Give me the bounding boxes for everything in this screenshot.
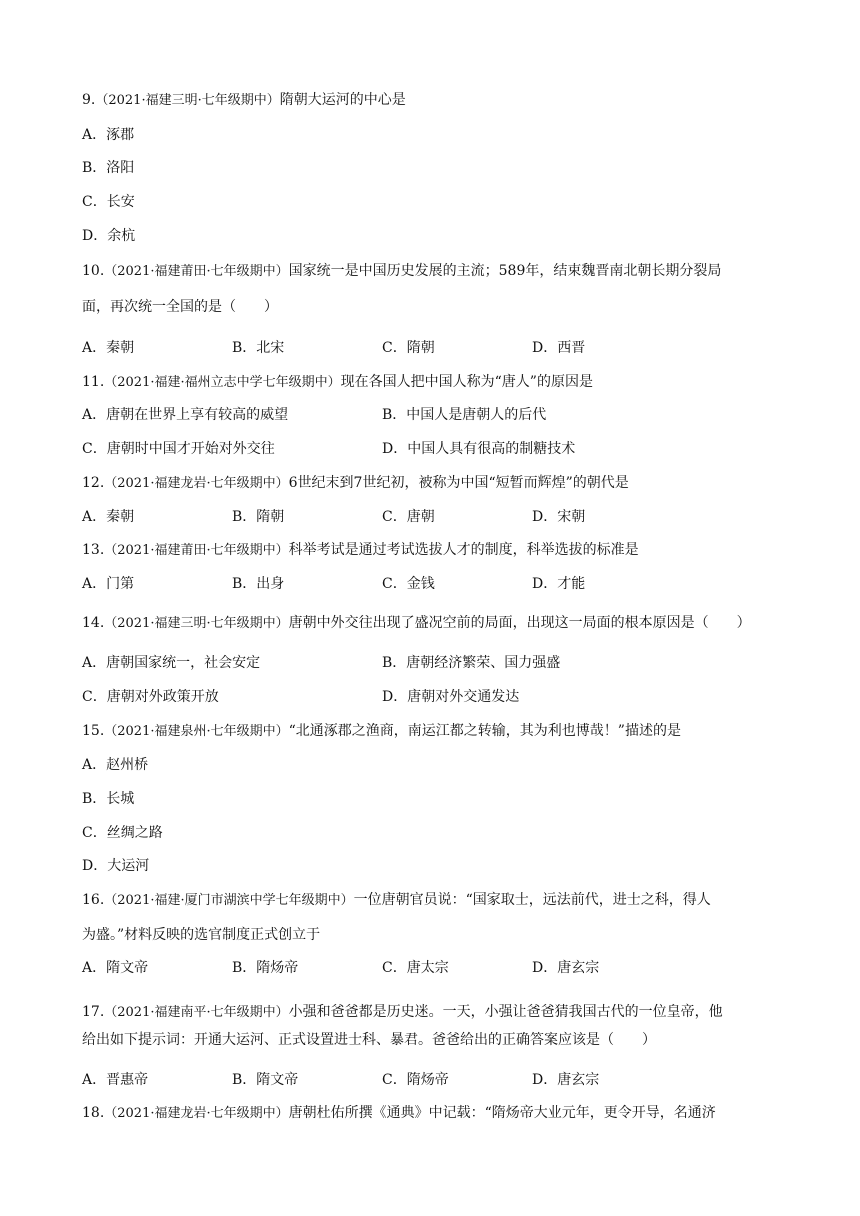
option-d: D．西晋: [532, 340, 586, 356]
option-b: B．中国人是唐朝人的后代: [382, 407, 547, 423]
option-b: B．洛阳: [82, 160, 135, 176]
option-c: C．长安: [82, 194, 135, 210]
question-text: 一位唐朝官员说：“国家取士，远法前代，进士之科，得人: [353, 892, 711, 908]
question-number: 12.: [82, 475, 105, 491]
question-number: 14.: [82, 615, 105, 631]
option-c: C．隋朝: [382, 340, 435, 356]
question-source: （2021·福建·福州立志中学七年级期中）: [104, 375, 341, 390]
question-number: 18.: [82, 1105, 105, 1121]
question-13: [82, 541, 639, 560]
option-c: C．唐太宗: [382, 960, 449, 976]
option-b: B．出身: [232, 576, 285, 592]
question-text: 国家统一是中国历史发展的主流；589年，结束魏晋南北朝长期分裂局: [288, 263, 722, 279]
option-d: D．唐玄宗: [532, 960, 600, 976]
question-text: “北通涿郡之渔商，南运江都之转输，其为利也博哉！”描述的是: [288, 723, 681, 739]
option-d: D．才能: [532, 576, 586, 592]
question-source: （2021·福建三明·七年级期中）: [104, 616, 289, 631]
question-number: 15.: [82, 723, 105, 739]
option-a: A．唐朝国家统一，社会安定: [82, 655, 261, 671]
question-10: [82, 262, 721, 281]
option-b: B．隋朝: [232, 509, 285, 525]
question-number: 16.: [82, 892, 105, 908]
option-c: C．隋炀帝: [382, 1072, 449, 1088]
option-c: C．唐朝时中国才开始对外交往: [82, 441, 275, 457]
question-source: （2021·福建莆田·七年级期中）: [104, 264, 289, 279]
option-d: D．唐朝对外交通发达: [382, 689, 520, 705]
option-b: B．长城: [82, 791, 135, 807]
option-d: D．余杭: [82, 228, 136, 244]
option-c: C．唐朝对外政策开放: [82, 689, 219, 705]
question-text-continued: 为盛。”材料反映的选官制度正式创立于: [82, 927, 321, 943]
question-source: （2021·福建三明·七年级期中）: [95, 93, 280, 108]
question-17: [82, 1003, 723, 1022]
option-b: B．隋炀帝: [232, 960, 299, 976]
question-source: （2021·福建莆田·七年级期中）: [104, 543, 289, 558]
question-number: 13.: [82, 542, 105, 558]
question-text-continued: 给出如下提示词：开通大运河、正式设置进士科、暴君。爸爸给出的正确答案应该是（ ）: [82, 1032, 656, 1048]
option-d: D．宋朝: [532, 509, 586, 525]
option-c: C．金钱: [382, 576, 435, 592]
question-text: 隋朝大运河的中心是: [279, 92, 406, 108]
option-a: A．唐朝在世界上享有较高的威望: [82, 407, 289, 423]
question-number: 10.: [82, 263, 105, 279]
question-source: （2021·福建泉州·七年级期中）: [104, 724, 289, 739]
option-d: D．大运河: [82, 858, 150, 874]
question-11: [82, 373, 593, 392]
option-c: C．丝绸之路: [82, 825, 163, 841]
question-12: [82, 474, 629, 493]
question-text-continued: 面，再次统一全国的是（ ）: [82, 299, 278, 315]
question-16: [82, 891, 711, 910]
option-a: A．秦朝: [82, 340, 135, 356]
option-b: B．隋文帝: [232, 1072, 299, 1088]
question-15: [82, 722, 681, 741]
question-text: 现在各国人把中国人称为“唐人”的原因是: [340, 374, 593, 390]
question-source: （2021·福建南平·七年级期中）: [104, 1005, 289, 1020]
question-source: （2021·福建·厦门市湖滨中学七年级期中）: [104, 893, 354, 908]
question-9: [82, 91, 406, 110]
question-text: 小强和爸爸都是历史迷。一天，小强让爸爸猜我国古代的一位皇帝，他: [288, 1004, 723, 1020]
option-c: C．唐朝: [382, 509, 435, 525]
option-d: D．中国人具有很高的制糖技术: [382, 441, 576, 457]
question-number: 11.: [82, 374, 105, 390]
question-source: （2021·福建龙岩·七年级期中）: [104, 476, 289, 491]
option-a: A．隋文帝: [82, 960, 149, 976]
option-d: D．唐玄宗: [532, 1072, 600, 1088]
option-a: A．秦朝: [82, 509, 135, 525]
option-a: A．涿郡: [82, 127, 135, 143]
question-text: 唐朝杜佑所撰《通典》中记载：“隋炀帝大业元年，更令开导，名通济: [288, 1105, 716, 1121]
option-a: A．赵州桥: [82, 757, 149, 773]
question-text: 唐朝中外交往出现了盛况空前的局面，出现这一局面的根本原因是（ ）: [288, 615, 751, 631]
option-b: B．唐朝经济繁荣、国力强盛: [382, 655, 561, 671]
option-a: A．门第: [82, 576, 135, 592]
question-text: 科举考试是通过考试选拔人才的制度，科举选拔的标准是: [288, 542, 639, 558]
question-text: 6世纪末到7世纪初，被称为中国“短暂而辉煌”的朝代是: [288, 475, 629, 491]
question-number: 9.: [82, 92, 96, 108]
option-b: B．北宋: [232, 340, 285, 356]
question-14: [82, 614, 751, 633]
question-18: [82, 1104, 716, 1123]
question-source: （2021·福建龙岩·七年级期中）: [104, 1106, 289, 1121]
question-number: 17.: [82, 1004, 105, 1020]
option-a: A．晋惠帝: [82, 1072, 149, 1088]
